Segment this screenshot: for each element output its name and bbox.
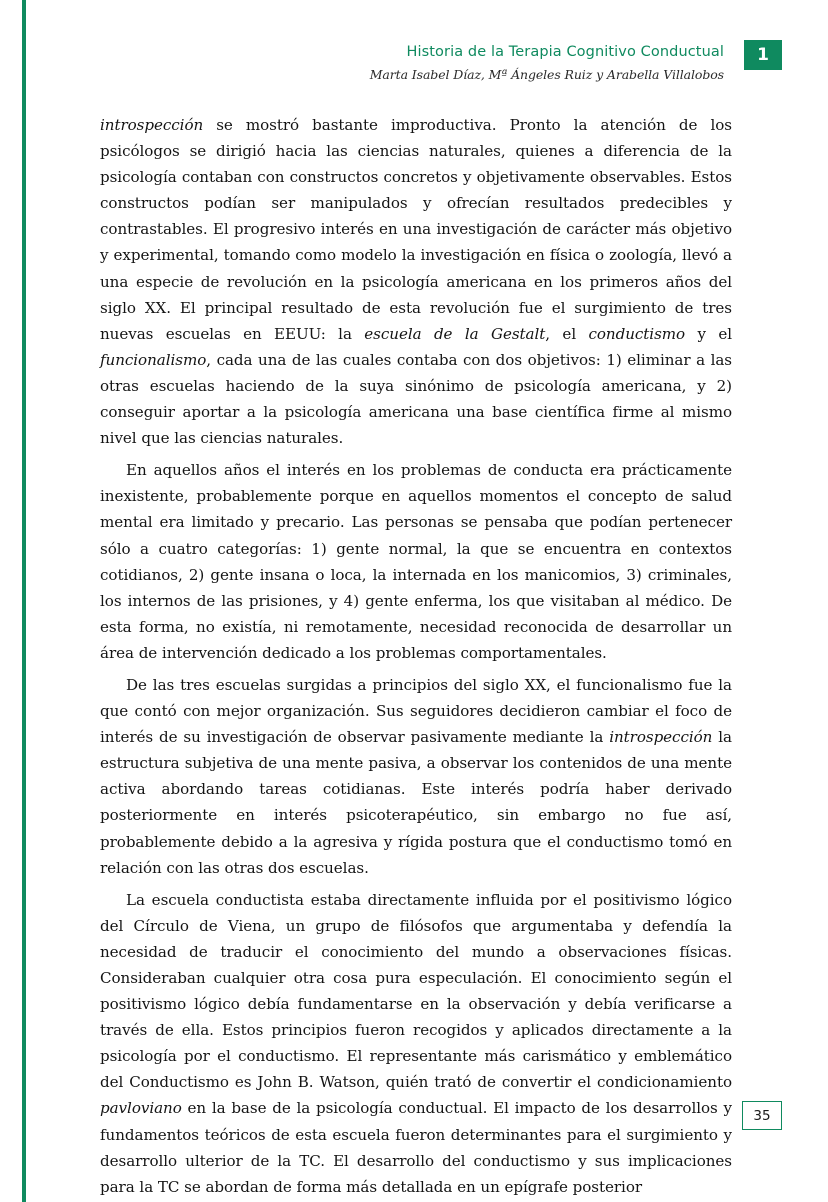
emphasis-text: introspección — [100, 116, 204, 134]
body-text — [100, 112, 732, 1202]
emphasis-text: pavloviano — [100, 1099, 182, 1118]
page-number: 35 — [742, 1101, 782, 1130]
header-authors: Marta Isabel Díaz, Mª Ángeles Ruiz y Arabella Villalobos — [369, 67, 724, 83]
paragraph: De las tres escuelas surgidas a principios del siglo XX, el funcionalismo fue la que contó con mejor organización. Sus seguidores decidieron cambiar el foco de interés de su investigación de observar pasivamente mediante la introspección la estructura subjetiva de una mente pasiva, a observar los contenidos de una mente activa abordando tareas cotidianas. Este interés podría haber derivado posteriormente en interés psicoterapéutico, sin embargo no fue así, probablemente debido a la agresiva y rígida postura que el conductismo tomó en relación con las otras dos escuelas. — [100, 675, 732, 877]
paragraph: La escuela conductista estaba directamente influida por el positivismo lógico del Círculo de Viena, un grupo de filósofos que argumentaba y defendía la necesidad de traducir el conocimiento del mundo a observaciones físicas. Consideraban cualquier otra cosa pura especulación. El conocimiento según el positivismo lógico debía fundamentarse en la observación y debía verificarse a través de ella. Estos principios fueron recogidos y aplicados directamente a la psicología por el conductismo. El representante más carismático y emblemático del Conductismo es John B. Watson, quién trató de convertir el condicionamiento pavloviano en la base de la psicología conductual. El impacto de los desarrollos y fundamentos teóricos de esta escuela fueron determinantes para el surgimiento y desarrollo ulterior de la TC. El desarrollo del conductismo y sus implicaciones para la TC se abordan de forma más detallada en un epígrafe posterior — [100, 890, 732, 1196]
chapter-number-badge: 1 — [744, 40, 782, 70]
emphasis-text: funcionalismo — [100, 350, 207, 369]
emphasis-text: introspección — [609, 728, 713, 747]
paragraph: En aquellos años el interés en los problemas de conducta era prácticamente inexistente, probablemente porque en aquellos momentos el concepto de salud mental era limitado y precario. Las personas se pensaba que podían pertenecer sólo a cuatro categorías: 1) gente normal, la que se encuentra en contextos cotidianos, 2) gente insana o loca, la internada en los manicomios, 3) criminales, los internos de las prisiones, y 4) gente enferma, los que visitaban al médico. De esta forma, no existía, ni remotamente, necesidad reconocida de desarrollar un área de intervención dedicado a los problemas comportamentales. — [100, 461, 732, 662]
page-header — [96, 44, 782, 82]
emphasis-text: escuela de la Gestalt — [364, 324, 546, 343]
header-title: Historia de la Terapia Cognitivo Conductual — [406, 44, 724, 60]
paragraph: introspección se mostró bastante improductiva. Pronto la atención de los psicólogos se dirigió hacia las ciencias naturales, quienes a diferencia de la psicología contaban con constructos concretos y objetivamente observables. Estos constructos podían ser manipulados y ofrecían resultados predecibles y contrastables. El progresivo interés en una investigación de carácter más objetivo y experimental, tomando como modelo la investigación en física o zoología, llevó a una especie de revolución en la psicología americana en los primeros años del siglo XX. El principal resultado de esta revolución fue el surgimiento de tres nuevas escuelas en EEUU: la escuela de la Gestalt, el conductismo y el funcionalismo, cada una de las cuales contaba con dos objetivos: 1) eliminar a las otras escuelas haciendo de la suya sinónimo de psicología americana, y 2) conseguir aportar a la psicología americana una base científica firme al mismo nivel que las ciencias naturales. — [100, 116, 732, 448]
emphasis-text: conductismo — [588, 324, 686, 343]
left-margin-rule — [22, 0, 26, 1202]
